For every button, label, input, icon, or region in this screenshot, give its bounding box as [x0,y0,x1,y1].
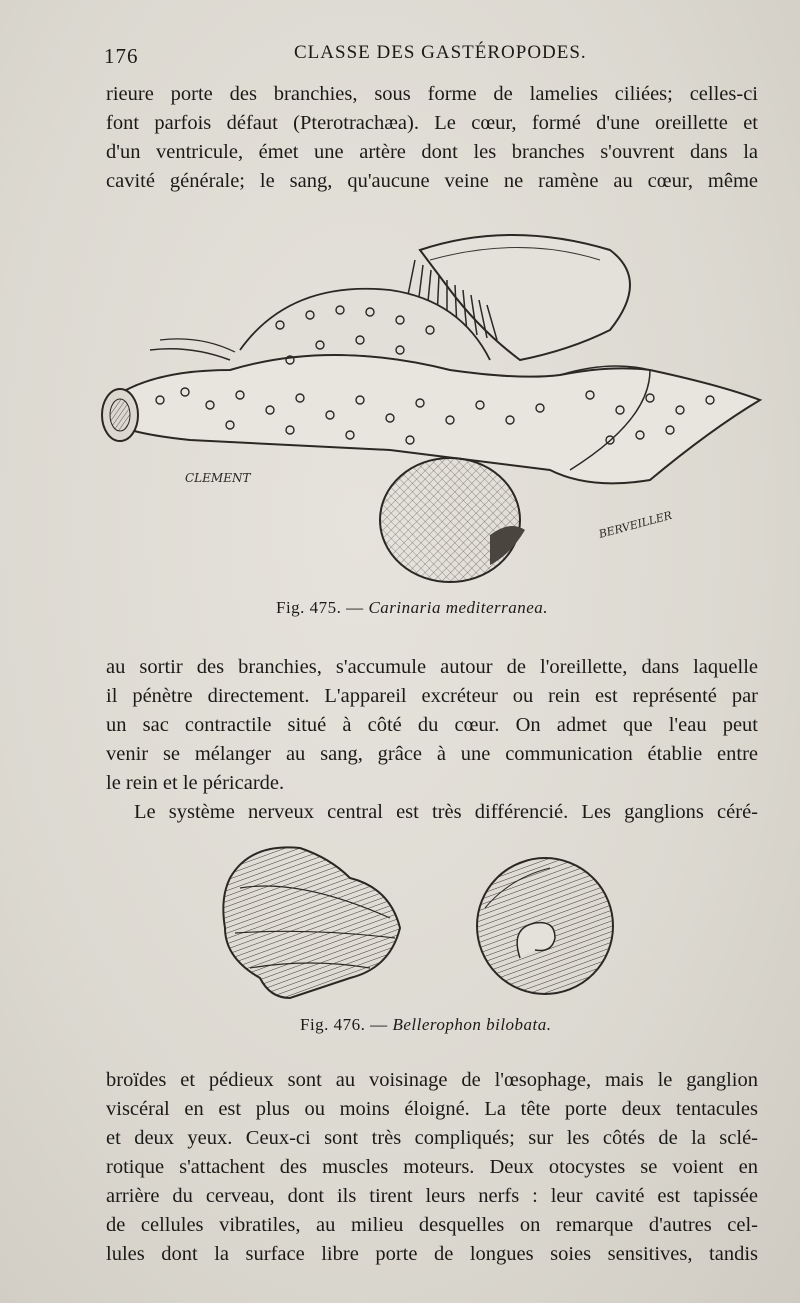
caption-title: Carinaria mediterranea. [368,598,549,617]
engraver-signature: BERVEILLER [597,508,674,541]
text-line: font parfois défaut (Pterotrachæa). Le cœur, formé d'une oreillette et [106,112,758,134]
text-line: le rein et le péricarde. [106,772,285,794]
page-number: 176 [104,44,139,68]
text-line: cavité générale; le sang, qu'aucune veine ne ramène au cœur, même [106,170,758,192]
text-line: de cellules vibratiles, au milieu desquelles on remarque d'autres cel- [106,1214,758,1236]
text-line: Le système nerveux central est très différencié. Les ganglions céré- [134,801,758,823]
text-line: arrière du cerveau, dont ils tirent leurs nerfs : leur cavité est tapissée [106,1185,758,1207]
text-line: au sortir des branchies, s'accumule autour de l'oreillette, dans laquelle [106,656,758,678]
caption-number: Fig. 475. — [276,598,364,617]
text-line: rieure porte des branchies, sous forme de lamelies ciliées; celles-ci [106,83,758,105]
text-line: il pénètre directement. L'appareil excréteur ou rein est représenté par [106,685,758,707]
caption-number: Fig. 476. — [300,1015,388,1034]
paragraph-2 [106,653,758,798]
artist-signature: CLEMENT [185,471,251,485]
text-line: viscéral en est plus ou moins éloigné. La tête porte deux tentacules [106,1098,758,1120]
text-line: un sac contractile situé à côté du cœur. On admet que l'eau peut [106,714,758,736]
text-line: lules dont la surface libre porte de longues soies sensitives, tandis [106,1243,758,1265]
figure-476-illustration [210,838,670,1018]
text-line: d'un ventricule, émet une artère dont les branches s'ouvrent dans la [106,141,758,163]
text-line: broïdes et pédieux sont au voisinage de l'œsophage, mais le ganglion [106,1069,758,1091]
paragraph-4 [106,1066,758,1269]
figure-475-caption [276,598,548,618]
figure-475-illustration [90,220,770,590]
text-line: rotique s'attachent des muscles moteurs. Deux otocystes se voient en [106,1156,758,1178]
page-header [104,38,754,68]
text-line: et deux yeux. Ceux-ci sont très compliqués; sur les côtés de la sclé- [106,1127,758,1149]
figure-476-caption [300,1015,552,1035]
running-head: CLASSE DES GASTÉROPODES. [294,42,587,63]
text-line: venir se mélanger au sang, grâce à une communication établie entre [106,743,758,765]
paragraph-3 [106,798,758,827]
caption-title: Bellerophon bilobata. [392,1015,552,1034]
paragraph-1 [106,80,758,196]
